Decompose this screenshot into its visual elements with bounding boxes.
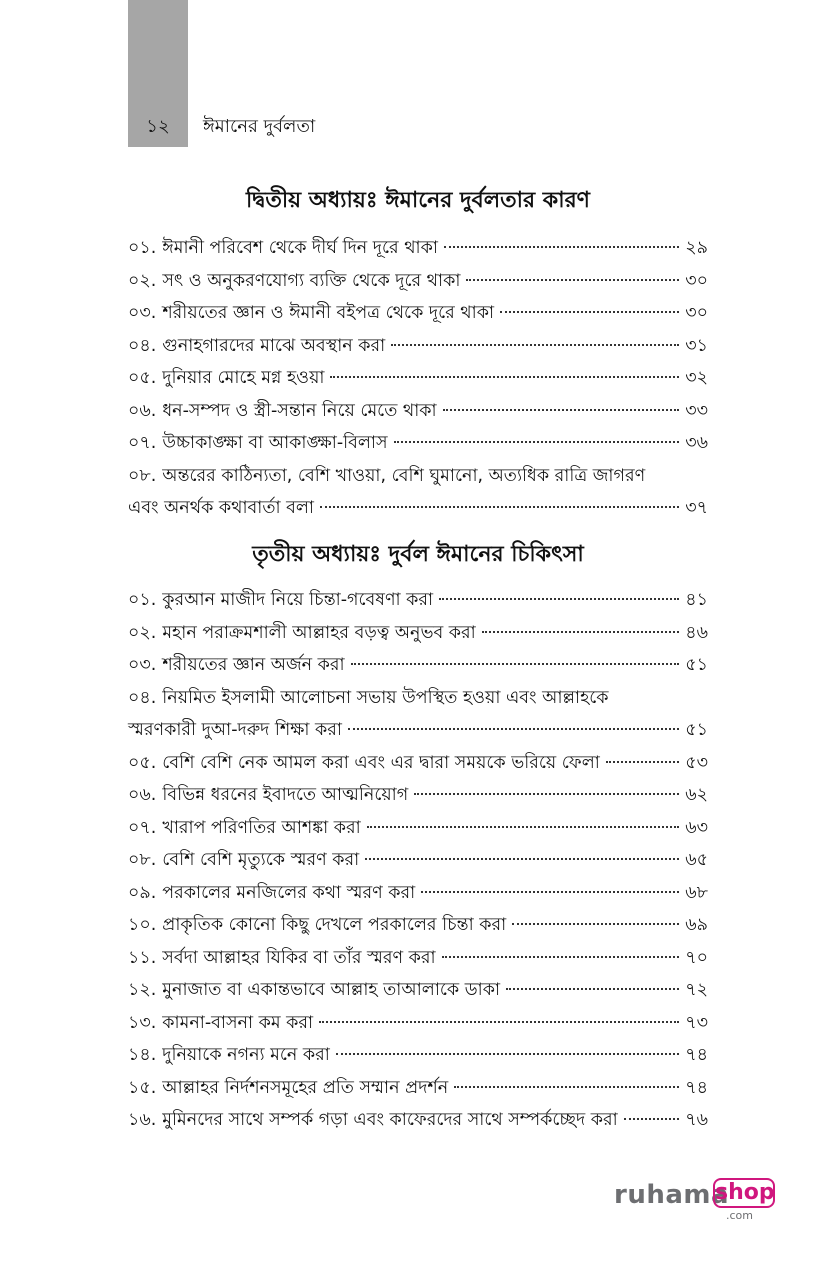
entry-number: ১১. (128, 947, 157, 968)
dot-leader (482, 631, 680, 633)
entry-number: ০২. (128, 622, 157, 643)
toc-entry (128, 395, 708, 428)
entry-page-number: ৩৭ (685, 498, 708, 518)
entry-number: ১৪. (128, 1045, 157, 1065)
toc-entry-line-2 (128, 492, 708, 525)
entry-number: ০৫. (128, 752, 157, 773)
toc-entry (128, 460, 708, 525)
toc-entry (128, 844, 708, 877)
entry-title: কুরআন মাজীদ নিয়ে চিন্তা-গবেষণা করা (162, 590, 434, 610)
entry-number: ০৬. (128, 785, 157, 805)
dot-leader (443, 409, 680, 411)
entry-page-number: ৩১ (685, 335, 708, 356)
entry-title: শরীয়তের জ্ঞান ও ঈমানী বইপত্র থেকে দূরে থাকা (162, 303, 495, 323)
entry-page-number: ৭০ (685, 947, 708, 968)
entry-title: ধন-সম্পদ ও স্ত্রী-সন্তান নিয়ে মেতে থাকা (162, 400, 437, 421)
section-title-chapter-3: তৃতীয় অধ্যায়ঃ দুর্বল ঈমানের চিকিৎসা (252, 542, 584, 567)
entry-title: শরীয়তের জ্ঞান অর্জন করা (162, 655, 345, 675)
entry-page-number: ৬৯ (685, 915, 708, 935)
entry-title: মুনাজাত বা একান্তভাবে আল্লাহ তাআলাকে ডাকা (162, 980, 501, 1000)
entry-number: ১৫. (128, 1077, 157, 1098)
entry-number: ১২. (128, 980, 157, 1000)
entry-number: ০৩. (128, 303, 157, 323)
entry-page-number: ২৯ (685, 238, 708, 258)
entry-page-number: ৭৪ (685, 1077, 708, 1098)
toc-entry (128, 649, 708, 682)
running-title: ঈমানের দুর্বলতা (203, 116, 316, 137)
entry-number: ০৮. (128, 850, 157, 870)
toc-chapter-3 (128, 584, 708, 1137)
dot-leader (365, 858, 679, 860)
entry-page-number: ৭৬ (685, 1110, 708, 1130)
entry-title: কামনা-বাসনা কম করা (162, 1012, 314, 1033)
dot-leader (320, 506, 679, 508)
toc-entry (128, 877, 708, 910)
toc-entry (128, 362, 708, 395)
entry-page-number: ৩৬ (685, 433, 708, 453)
entry-title: প্রাকৃতিক কোনো কিছু দেখলে পরকালের চিন্তা করা (162, 915, 507, 935)
entry-page-number: ৭২ (685, 980, 708, 1000)
entry-title: সৎ ও অনুকরণযোগ্য ব্যক্তি থেকে দূরে থাকা (162, 270, 461, 291)
entry-title: মহান পরাক্রমশালী আল্লাহর বড়ত্ব অনুভব করা (162, 622, 476, 643)
entry-number: ০১. (128, 238, 157, 258)
toc-entry (128, 1104, 708, 1137)
entry-number: ০৭. (128, 433, 157, 453)
toc-entry (128, 330, 708, 363)
entry-page-number: ৭৪ (685, 1045, 708, 1065)
dot-leader (506, 988, 679, 990)
toc-entry (128, 747, 708, 780)
toc-entry (128, 812, 708, 845)
entry-number: ১৬. (128, 1110, 157, 1130)
toc-entry (128, 974, 708, 1007)
toc-entry (128, 779, 708, 812)
toc-entry (128, 265, 708, 298)
dot-leader (319, 1021, 679, 1023)
entry-page-number: ৫১ (685, 720, 708, 740)
entry-number: ০৭. (128, 817, 157, 838)
entry-number: ১০. (128, 915, 157, 935)
entry-page-number: ৪৬ (685, 622, 708, 643)
entry-number: ০৩. (128, 655, 157, 675)
dot-leader (606, 761, 679, 763)
entry-number: ০৪. (128, 335, 157, 356)
ruhamashop-logo (614, 1178, 776, 1222)
entry-title: দুনিয়াকে নগন্য মনে করা (162, 1045, 330, 1065)
dot-leader (454, 1086, 679, 1088)
entry-title: খারাপ পরিণতির আশঙ্কা করা (162, 817, 361, 838)
dot-leader (348, 728, 679, 730)
entry-title: নিয়মিত ইসলামী আলোচনা সভায় উপস্থিত হওয়া এবং আল্লাহকে (162, 687, 609, 708)
toc-entry (128, 297, 708, 330)
entry-number: ০৮. (128, 465, 157, 486)
entry-title: পরকালের মনজিলের কথা স্মরণ করা (162, 882, 416, 903)
toc-entry (128, 682, 708, 747)
dot-leader (414, 793, 679, 795)
entry-page-number: ৩০ (685, 303, 708, 323)
toc-entry-line-2 (128, 714, 708, 747)
entry-page-number: ৫৩ (685, 752, 708, 773)
toc-entry (128, 942, 708, 975)
entry-page-number: ৬৩ (685, 817, 708, 838)
entry-number: ০১. (128, 590, 157, 610)
dot-leader (351, 663, 680, 665)
entry-page-number: ৩৩ (685, 400, 708, 421)
logo-suffix: .com (726, 1209, 753, 1222)
entry-page-number: ৪১ (685, 590, 708, 610)
toc-entry (128, 232, 708, 265)
logo-badge: shop (713, 1178, 775, 1208)
entry-title: ঈমানী পরিবেশ থেকে দীর্ঘ দিন দূরে থাকা (162, 238, 438, 258)
dot-leader (421, 891, 679, 893)
toc-entry (128, 1007, 708, 1040)
logo-name: ruhama (614, 1180, 730, 1210)
toc-entry-line-1 (128, 682, 708, 715)
entry-number: ০৬. (128, 400, 157, 421)
entry-number: ০৯. (128, 882, 157, 903)
entry-page-number: ৭৩ (685, 1012, 708, 1033)
dot-leader (512, 923, 679, 925)
entry-title: সর্বদা আল্লাহর যিকির বা তাঁর স্মরণ করা (162, 947, 436, 968)
page-number: ১২ (146, 116, 170, 137)
toc-entry (128, 617, 708, 650)
dot-leader (336, 1053, 679, 1055)
entry-page-number: ৫১ (685, 655, 708, 675)
entry-title: বিভিন্ন ধরনের ইবাদতে আত্মনিয়োগ (162, 785, 409, 805)
dot-leader (444, 246, 679, 248)
dot-leader (500, 311, 679, 313)
entry-title: বেশি বেশি মৃত্যুকে স্মরণ করা (162, 850, 360, 870)
entry-title: আল্লাহর নির্দশনসমূহের প্রতি সম্মান প্রদর্শন (162, 1077, 449, 1098)
entry-title: উচ্চাকাঙ্ক্ষা বা আকাঙ্ক্ষা-বিলাস (162, 433, 388, 453)
toc-chapter-2 (128, 232, 708, 525)
entry-page-number: ৩০ (685, 270, 708, 291)
entry-page-number: ৬২ (685, 785, 708, 805)
dot-leader (330, 376, 679, 378)
entry-title-continued: এবং অনর্থক কথাবার্তা বলা (128, 498, 314, 518)
entry-title: বেশি বেশি নেক আমল করা এবং এর দ্বারা সময়কে ভরিয়ে ফেলা (162, 752, 600, 773)
section-title-chapter-2: দ্বিতীয় অধ্যায়ঃ ঈমানের দুর্বলতার কারণ (246, 188, 590, 213)
toc-entry (128, 584, 708, 617)
toc-entry-line-1 (128, 460, 708, 493)
dot-leader (367, 826, 679, 828)
entry-title: গুনাহগারদের মাঝে অবস্থান করা (162, 335, 386, 356)
toc-entry (128, 1039, 708, 1072)
entry-number: ১৩. (128, 1012, 157, 1033)
entry-title-continued: স্মরণকারী দুআ-দরুদ শিক্ষা করা (128, 720, 343, 740)
dot-leader (394, 441, 680, 443)
entry-page-number: ৬৫ (685, 850, 708, 870)
dot-leader (624, 1118, 680, 1120)
entry-title: অন্তরের কাঠিন্যতা, বেশি খাওয়া, বেশি ঘুমানো, অত্যধিক রাত্রি জাগরণ (162, 465, 646, 486)
dot-leader (391, 344, 679, 346)
entry-number: ০২. (128, 270, 157, 291)
entry-page-number: ৩২ (685, 368, 708, 388)
dot-leader (439, 598, 679, 600)
toc-entry (128, 1072, 708, 1105)
entry-number: ০৫. (128, 368, 157, 388)
entry-page-number: ৬৮ (685, 882, 708, 903)
entry-title: দুনিয়ার মোহে মগ্ন হওয়া (162, 368, 325, 388)
toc-entry (128, 909, 708, 942)
dot-leader (466, 279, 679, 281)
dot-leader (442, 956, 680, 958)
entry-title: মুমিনদের সাথে সম্পর্ক গড়া এবং কাফেরদের সাথে সম্পর্কচ্ছেদ করা (162, 1110, 618, 1130)
entry-number: ০৪. (128, 687, 157, 708)
toc-entry (128, 427, 708, 460)
